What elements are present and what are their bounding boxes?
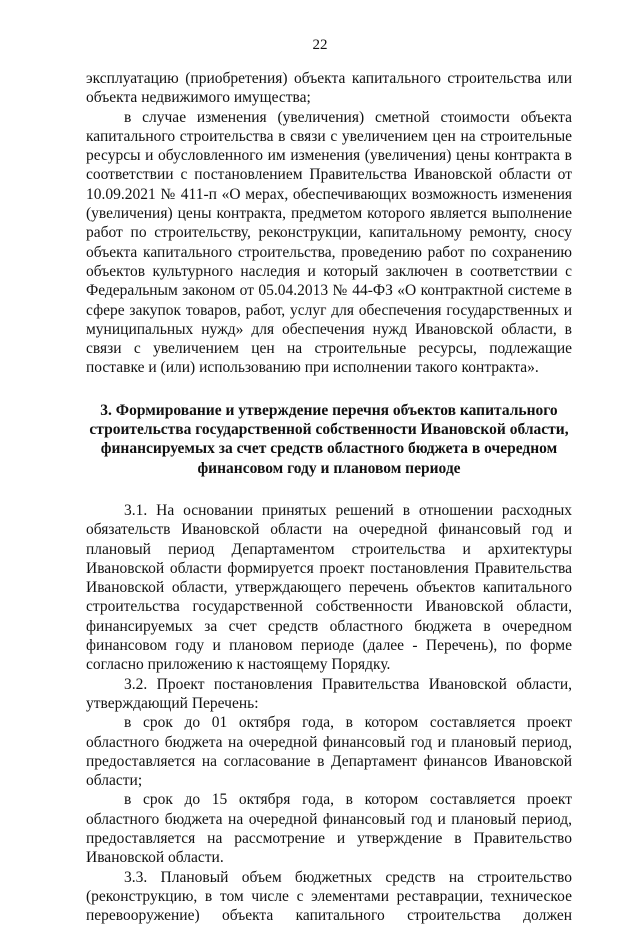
paragraph-3-2-deadline-oct-15: в срок до 15 октября года, в котором составляется проект областного бюджета на очередной финансовый год и плановый период, предоставляется на рассмотрение и утверждение в Правительство Ивановской области. <box>86 791 572 867</box>
paragraph-price-increase-case: в случае изменения (увеличения) сметной стоимости объекта капитального строительства в связи с увеличением цен на строительные ресурсы и обусловленного им изменения (увеличения) цены контракта в соответствии с постановлением Правительства Ивановской области от 10.09.2021 № 411-п «О мерах, обеспечивающих возможность изменения (увеличения) цены контракта, предметом которого является выполнение работ по строительству, реконструкции, капитальному ремонту, сносу объекта капитального строительства, проведению работ по сохранению объектов культурного наследия и который заключен в соответствии с Федеральным законом от 05.04.2013 № 44-ФЗ «О контрактной системе в сфере закупок товаров, работ, услуг для обеспечения государственных и муниципальных нужд» для обеспечения нужд Ивановской области, в связи с увеличением цен на строительные ресурсы, подлежащие поставке и (или) использованию при исполнении такого контракта». <box>86 108 572 377</box>
document-body <box>86 69 572 925</box>
paragraph-3-2-deadline-oct-1: в срок до 01 октября года, в котором составляется проект областного бюджета на очередной финансовый год и плановый период, предоставляется на согласование в Департамент финансов Ивановской области; <box>86 714 572 790</box>
paragraph-3-3: 3.3. Плановый объем бюджетных средств на строительство (реконструкцию, в том числе с элементами реставрации, техническое перевооружение) объекта капитального строительства должен <box>86 868 572 925</box>
page-number: 22 <box>312 37 328 53</box>
paragraph-continuation: эксплуатацию (приобретения) объекта капитального строительства или объекта недвижимого имущества; <box>86 70 572 107</box>
paragraph-3-1: 3.1. На основании принятых решений в отношении расходных обязательств Ивановской области на очередной финансовый год и плановый период Департаментом строительства и архитектуры Ивановской области формируется проект постановления Правительства Ивановской области, утверждающего перечень объектов капитального строительства государственной собственности Ивановской области, финансируемых за счет средств областного бюджета в очередном финансовом году и плановом периоде (далее - Перечень), по форме согласно приложению к настоящему Порядку. <box>86 501 572 674</box>
section-3-heading: 3. Формирование и утверждение перечня объектов капитального строительства государственной собственности Ивановской области, финансируемых за счет средств областного бюджета в очередном финансовом году и плановом периоде <box>89 401 569 477</box>
paragraph-3-2: 3.2. Проект постановления Правительства Ивановской области, утверждающий Перечень: <box>86 675 572 712</box>
